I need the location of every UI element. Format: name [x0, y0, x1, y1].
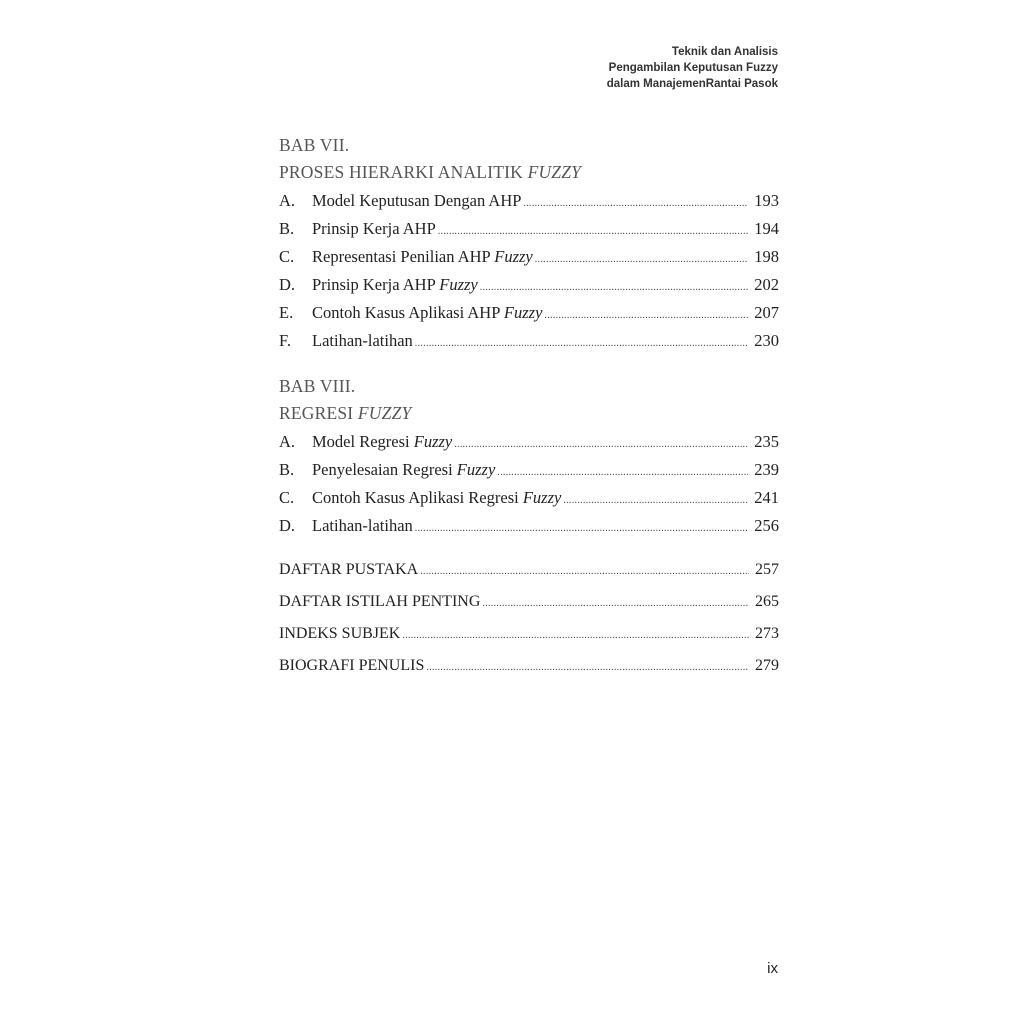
chapter-title-italic: FUZZY — [527, 162, 582, 182]
entry-page: 256 — [754, 516, 779, 535]
dot-leader — [563, 488, 748, 513]
entry-letter: B. — [279, 460, 295, 479]
running-head-line-3: dalam ManajemenRantai Pasok — [606, 78, 778, 90]
entry-letter: A. — [279, 432, 296, 451]
toc-entry[interactable] — [279, 300, 779, 328]
entry-page: 207 — [754, 303, 779, 322]
toc-entry[interactable] — [279, 457, 779, 485]
backmatter-entry[interactable] — [279, 619, 779, 651]
backmatter-entry[interactable] — [279, 555, 779, 587]
chapter-block-viii — [279, 373, 779, 541]
toc-entry[interactable] — [279, 188, 779, 216]
toc-entry[interactable] — [279, 513, 779, 541]
dot-leader — [482, 589, 749, 619]
entry-title: Latihan-latihan — [312, 331, 413, 350]
chapter-entries — [279, 429, 779, 541]
chapter-entries — [279, 188, 779, 356]
dot-leader — [480, 275, 748, 300]
entry-page: 241 — [754, 488, 779, 507]
entry-page: 279 — [755, 657, 779, 674]
entry-letter: C. — [279, 488, 295, 507]
entry-page: 257 — [755, 561, 779, 578]
entry-title: DAFTAR PUSTAKA — [279, 561, 419, 578]
entry-title: Latihan-latihan — [312, 516, 413, 535]
dot-leader — [415, 516, 748, 541]
toc-entry[interactable] — [279, 216, 779, 244]
chapter-title — [279, 400, 779, 427]
dot-leader — [420, 557, 749, 587]
entry-letter: F. — [279, 331, 291, 350]
chapter-label: BAB VII. — [279, 135, 350, 155]
toc-entry[interactable] — [279, 429, 779, 457]
toc-entry[interactable] — [279, 328, 779, 356]
running-head-line-2: Pengambilan Keputusan Fuzzy — [608, 62, 778, 74]
toc-entry[interactable] — [279, 485, 779, 513]
entry-title: INDEKS SUBJEK — [279, 625, 401, 642]
running-head-line-1: Teknik dan Analisis — [671, 46, 778, 58]
backmatter-entry[interactable] — [279, 651, 779, 683]
entry-letter: B. — [279, 219, 295, 238]
entry-page: 235 — [754, 432, 779, 451]
entry-page: 202 — [754, 275, 779, 294]
dot-leader — [438, 219, 749, 244]
dot-leader — [535, 247, 749, 272]
entry-title: Penyelesaian Regresi Fuzzy — [312, 460, 496, 479]
chapter-title — [279, 159, 779, 186]
dot-leader — [497, 460, 748, 485]
entry-letter: C. — [279, 247, 295, 266]
entry-title: Model Regresi Fuzzy — [312, 432, 453, 451]
entry-title: Representasi Penilian AHP Fuzzy — [312, 247, 533, 266]
entry-title: Model Keputusan Dengan AHP — [312, 191, 522, 210]
entry-letter: D. — [279, 516, 296, 535]
dot-leader — [454, 432, 748, 457]
toc-entry[interactable] — [279, 244, 779, 272]
dot-leader — [402, 621, 749, 651]
chapter-title-text: REGRESI — [279, 403, 358, 423]
page-number: ix — [767, 960, 778, 977]
entry-title: Contoh Kasus Aplikasi AHP Fuzzy — [312, 303, 543, 322]
dot-leader — [523, 191, 748, 216]
chapter-block-vii — [279, 132, 779, 356]
entry-page: 193 — [754, 191, 779, 210]
chapter-title-italic: FUZZY — [357, 403, 412, 423]
table-of-contents — [279, 132, 779, 683]
dot-leader — [426, 653, 749, 683]
entry-page: 273 — [755, 625, 779, 642]
entry-title: DAFTAR ISTILAH PENTING — [279, 593, 481, 610]
entry-letter: E. — [279, 303, 294, 322]
toc-entry[interactable] — [279, 272, 779, 300]
entry-letter: A. — [279, 191, 296, 210]
entry-title: Prinsip Kerja AHP — [312, 219, 436, 238]
chapter-label: BAB VIII. — [279, 376, 356, 396]
entry-page: 194 — [754, 219, 779, 238]
entry-page: 198 — [754, 247, 779, 266]
entry-page: 239 — [754, 460, 779, 479]
chapter-title-text: PROSES HIERARKI ANALITIK — [279, 162, 528, 182]
entry-title: BIOGRAFI PENULIS — [279, 657, 425, 674]
entry-page: 265 — [755, 593, 779, 610]
entry-title: Contoh Kasus Aplikasi Regresi Fuzzy — [312, 488, 562, 507]
entry-title: Prinsip Kerja AHP Fuzzy — [312, 275, 478, 294]
running-head — [607, 44, 778, 92]
entry-page: 230 — [754, 331, 779, 350]
dot-leader — [544, 303, 748, 328]
backmatter-entry[interactable] — [279, 587, 779, 619]
entry-letter: D. — [279, 275, 296, 294]
backmatter-list — [279, 555, 779, 683]
dot-leader — [415, 331, 748, 356]
